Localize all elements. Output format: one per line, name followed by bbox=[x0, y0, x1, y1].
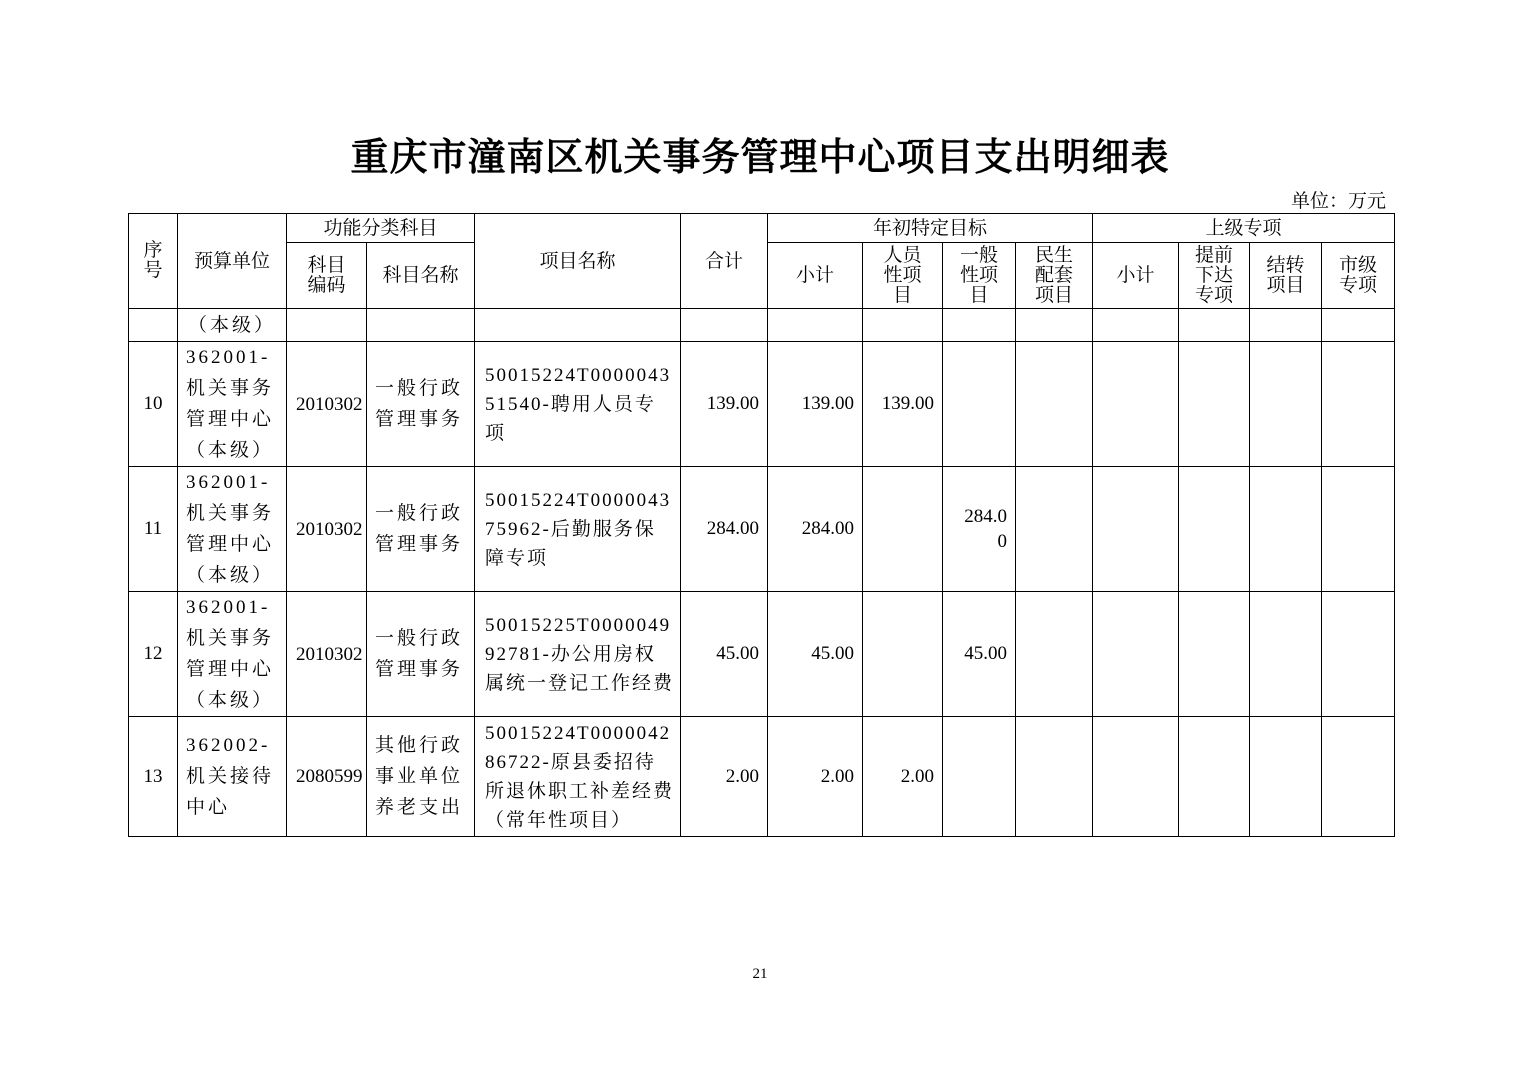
cell-personnel: 139.00 bbox=[863, 342, 943, 467]
page-number: 21 bbox=[752, 966, 768, 982]
header-personnel bbox=[863, 243, 943, 309]
cell-subject-name: 一般行政管理事务 bbox=[367, 467, 475, 592]
header-annual-target: 年初特定目标 bbox=[768, 214, 1093, 243]
cell-subject-code: 2010302 bbox=[287, 592, 367, 717]
cell-empty bbox=[863, 309, 943, 342]
cell-carryover bbox=[1250, 717, 1322, 837]
cell-budget-unit: 362001-机关事务管理中心（本级） bbox=[178, 342, 287, 467]
cell-superior-subtotal bbox=[1093, 342, 1179, 467]
header-superior-subtotal: 小计 bbox=[1093, 243, 1179, 309]
cell-advance bbox=[1179, 592, 1250, 717]
header-project-name: 项目名称 bbox=[475, 214, 681, 309]
cell-general: 45.00 bbox=[943, 592, 1016, 717]
cell-total: 139.00 bbox=[681, 342, 768, 467]
cell-total: 284.00 bbox=[681, 467, 768, 592]
cell-subject-name: 一般行政管理事务 bbox=[367, 342, 475, 467]
cell-subject-code: 2010302 bbox=[287, 467, 367, 592]
cell-annual-subtotal: 284.00 bbox=[768, 467, 863, 592]
cell-empty bbox=[768, 309, 863, 342]
cell-city bbox=[1322, 592, 1395, 717]
cell-seq: 12 bbox=[129, 592, 178, 717]
header-livelihood bbox=[1016, 243, 1093, 309]
cell-seq: 11 bbox=[129, 467, 178, 592]
header-subject-name: 科目名称 bbox=[367, 243, 475, 309]
cell-carryover bbox=[1250, 467, 1322, 592]
cell-empty bbox=[1016, 309, 1093, 342]
cell-annual-subtotal: 2.00 bbox=[768, 717, 863, 837]
cell-empty bbox=[475, 309, 681, 342]
cell-budget-unit: 362002-机关接待中心 bbox=[178, 717, 287, 837]
cell-general bbox=[943, 717, 1016, 837]
cell-empty bbox=[129, 309, 178, 342]
cell-personnel bbox=[863, 592, 943, 717]
header-subject-code-label: 科目编码 bbox=[307, 254, 346, 296]
header-superior: 上级专项 bbox=[1093, 214, 1395, 243]
cell-livelihood bbox=[1016, 342, 1093, 467]
header-budget-unit: 预算单位 bbox=[178, 214, 287, 309]
page-title: 重庆市潼南区机关事务管理中心项目支出明细表 bbox=[350, 134, 1170, 179]
header-general-label: 一般性项目 bbox=[960, 244, 999, 306]
cell-city bbox=[1322, 717, 1395, 837]
cell-seq: 13 bbox=[129, 717, 178, 837]
cell-livelihood bbox=[1016, 717, 1093, 837]
header-seq-label: 序号 bbox=[143, 240, 163, 281]
cell-advance bbox=[1179, 467, 1250, 592]
cell-subject-code: 2010302 bbox=[287, 342, 367, 467]
cell-subject-name: 其他行政事业单位养老支出 bbox=[367, 717, 475, 837]
cell-superior-subtotal bbox=[1093, 592, 1179, 717]
cell-empty bbox=[1179, 309, 1250, 342]
header-carryover bbox=[1250, 243, 1322, 309]
cell-subject-name: 一般行政管理事务 bbox=[367, 592, 475, 717]
cell-livelihood bbox=[1016, 592, 1093, 717]
cell-budget-unit: 362001-机关事务管理中心（本级） bbox=[178, 592, 287, 717]
cell-project-name: 50015224T000004375962-后勤服务保障专项 bbox=[475, 467, 681, 592]
unit-label: 单位：万元 bbox=[1290, 190, 1386, 212]
cell-project-name: 50015224T000004286722-原县委招待所退休职工补差经费（常年性项目） bbox=[475, 717, 681, 837]
table-row-carry bbox=[129, 309, 1395, 342]
cell-total: 45.00 bbox=[681, 592, 768, 717]
cell-budget-unit: 362001-机关事务管理中心（本级） bbox=[178, 467, 287, 592]
cell-empty bbox=[681, 309, 768, 342]
cell-superior-subtotal bbox=[1093, 717, 1179, 837]
table-row bbox=[129, 467, 1395, 592]
cell-project-name: 50015224T000004351540-聘用人员专项 bbox=[475, 342, 681, 467]
cell-personnel bbox=[863, 467, 943, 592]
cell-annual-subtotal: 139.00 bbox=[768, 342, 863, 467]
header-advance bbox=[1179, 243, 1250, 309]
project-expense-table bbox=[128, 213, 1395, 837]
header-seq bbox=[129, 214, 178, 309]
header-func-class: 功能分类科目 bbox=[287, 214, 475, 243]
cell-seq: 10 bbox=[129, 342, 178, 467]
header-total: 合计 bbox=[681, 214, 768, 309]
cell-project-name: 50015225T000004992781-办公用房权属统一登记工作经费 bbox=[475, 592, 681, 717]
cell-city bbox=[1322, 342, 1395, 467]
cell-superior-subtotal bbox=[1093, 467, 1179, 592]
cell-annual-subtotal: 45.00 bbox=[768, 592, 863, 717]
cell-empty bbox=[367, 309, 475, 342]
header-carryover-label: 结转项目 bbox=[1266, 254, 1305, 296]
cell-carryover bbox=[1250, 592, 1322, 717]
table-row bbox=[129, 717, 1395, 837]
cell-general bbox=[943, 342, 1016, 467]
cell-empty bbox=[1250, 309, 1322, 342]
header-city-label: 市级专项 bbox=[1339, 254, 1378, 296]
table-row bbox=[129, 342, 1395, 467]
cell-livelihood bbox=[1016, 467, 1093, 592]
header-general bbox=[943, 243, 1016, 309]
cell-empty bbox=[1322, 309, 1395, 342]
cell-general: 284.00 bbox=[943, 467, 1016, 592]
header-advance-label: 提前下达专项 bbox=[1195, 244, 1234, 306]
cell-personnel: 2.00 bbox=[863, 717, 943, 837]
header-subject-code bbox=[287, 243, 367, 309]
cell-empty bbox=[1093, 309, 1179, 342]
cell-subject-code: 2080599 bbox=[287, 717, 367, 837]
cell-advance bbox=[1179, 717, 1250, 837]
header-personnel-label: 人员性项目 bbox=[883, 244, 922, 306]
table-row bbox=[129, 592, 1395, 717]
header-city bbox=[1322, 243, 1395, 309]
cell-carryover bbox=[1250, 342, 1322, 467]
cell-advance bbox=[1179, 342, 1250, 467]
cell-total: 2.00 bbox=[681, 717, 768, 837]
cell-city bbox=[1322, 467, 1395, 592]
cell-budget-unit: （本级） bbox=[178, 309, 287, 342]
cell-empty bbox=[943, 309, 1016, 342]
header-livelihood-label: 民生配套项目 bbox=[1035, 244, 1074, 306]
cell-empty bbox=[287, 309, 367, 342]
header-annual-subtotal: 小计 bbox=[768, 243, 863, 309]
